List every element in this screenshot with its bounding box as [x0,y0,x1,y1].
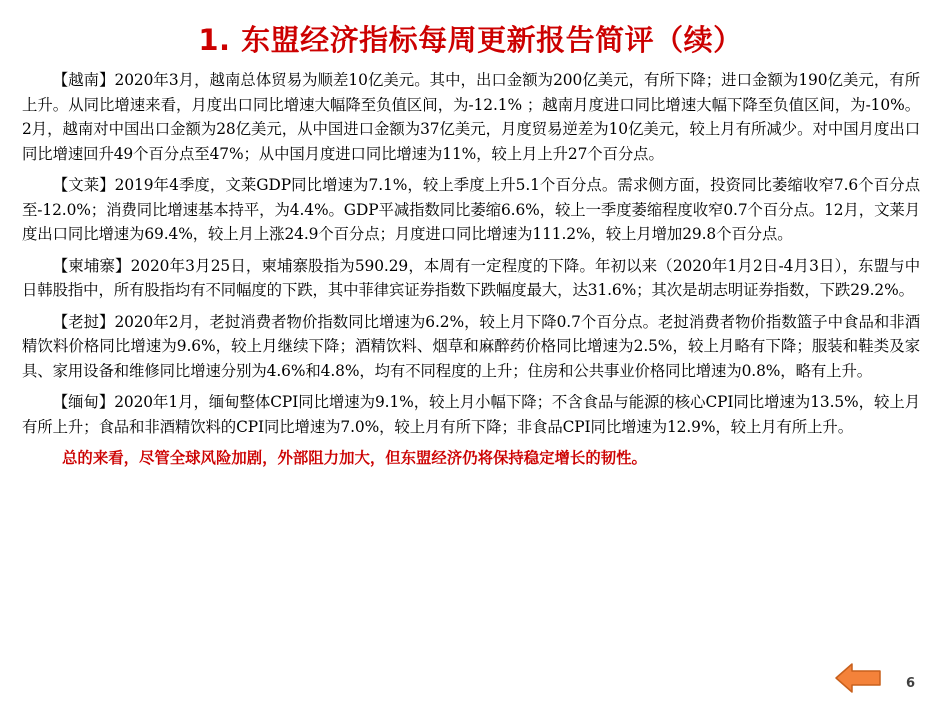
summary-text: 总的来看，尽管全球风险加剧，外部阻力加大，但东盟经济仍将保持稳定增长的韧性。 [62,449,647,467]
paragraph-brunei: 【文莱】2019年4季度，文莱GDP同比增速为7.1%，较上季度上升5.1个百分点。需求侧方面，投资同比萎缩收窄7.6个百分点至-12.0%；消费同比增速基本持平，为4.4%。GDP平减指数同比萎缩6.6%，较上一季度萎缩程度收窄0.7个百分点。12月，文莱月度出口同比增速为69.4%，较上月上涨24.9个百分点；月度进口同比增速为111.2%，较上月增加29.8个百分点。 [22,176,920,243]
previous-slide-button[interactable] [834,662,882,694]
paragraph-laos: 【老挝】2020年2月，老挝消费者物价指数同比增速为6.2%，较上月下降0.7个百分点。老挝消费者物价指数篮子中食品和非酒精饮料价格同比增速为9.6%，较上月继续下降；酒精饮料、烟草和麻醉药价格同比增速为2.5%，较上月略有下降；服装和鞋类及家具、家用设备和维修同比增速分别为4.6%和4.8%，均有不同程度的上升；住房和公共事业价格同比增速为0.8%，略有上升。 [22,312,920,380]
paragraph-myanmar: 【缅甸】2020年1月，缅甸整体CPI同比增速为9.1%，较上月小幅下降；不含食品与能源的核心CPI同比增速为13.5%，较上月有所上升；食品和非酒精饮料的CPI同比增速为7.0%，较上月有所下降；非食品CPI同比增速为12.9%，较上月有所上升。 [22,393,920,436]
paragraph-cambodia: 【柬埔寨】2020年3月25日，柬埔寨股指为590.29，本周有一定程度的下降。年初以来（2020年1月2日-4月3日），东盟与中日韩股指中，所有股指均有不同幅度的下跌，其中菲律宾证券指数下跌幅度最大，达31.6%；其次是胡志明证券指数，下跌29.2%。 [22,256,920,299]
page-title: 1. 东盟经济指标每周更新报告简评（续） [198,23,743,57]
page-number: 6 [906,676,916,691]
left-arrow-icon [834,662,882,694]
report-body [22,68,920,471]
paragraph-vietnam: 【越南】2020年3月，越南总体贸易为顺差10亿美元。其中，出口金额为200亿美元，有所下降；进口金额为190亿美元，有所上升。从同比增速来看，月度出口同比增速大幅降至负值区间，为-12.1% ；越南月度进口同比增速大幅下降至负值区间，为-10%。2月，越南对中国出口金额为28亿美元，从中国进口金额为37亿美元，月度贸易逆差为10亿美元，较上月有所减少。对中国月度出口同比增速回升49个百分点至47%；从中国月度进口同比增速为11%，较上月上升27个百分点。 [22,71,920,163]
